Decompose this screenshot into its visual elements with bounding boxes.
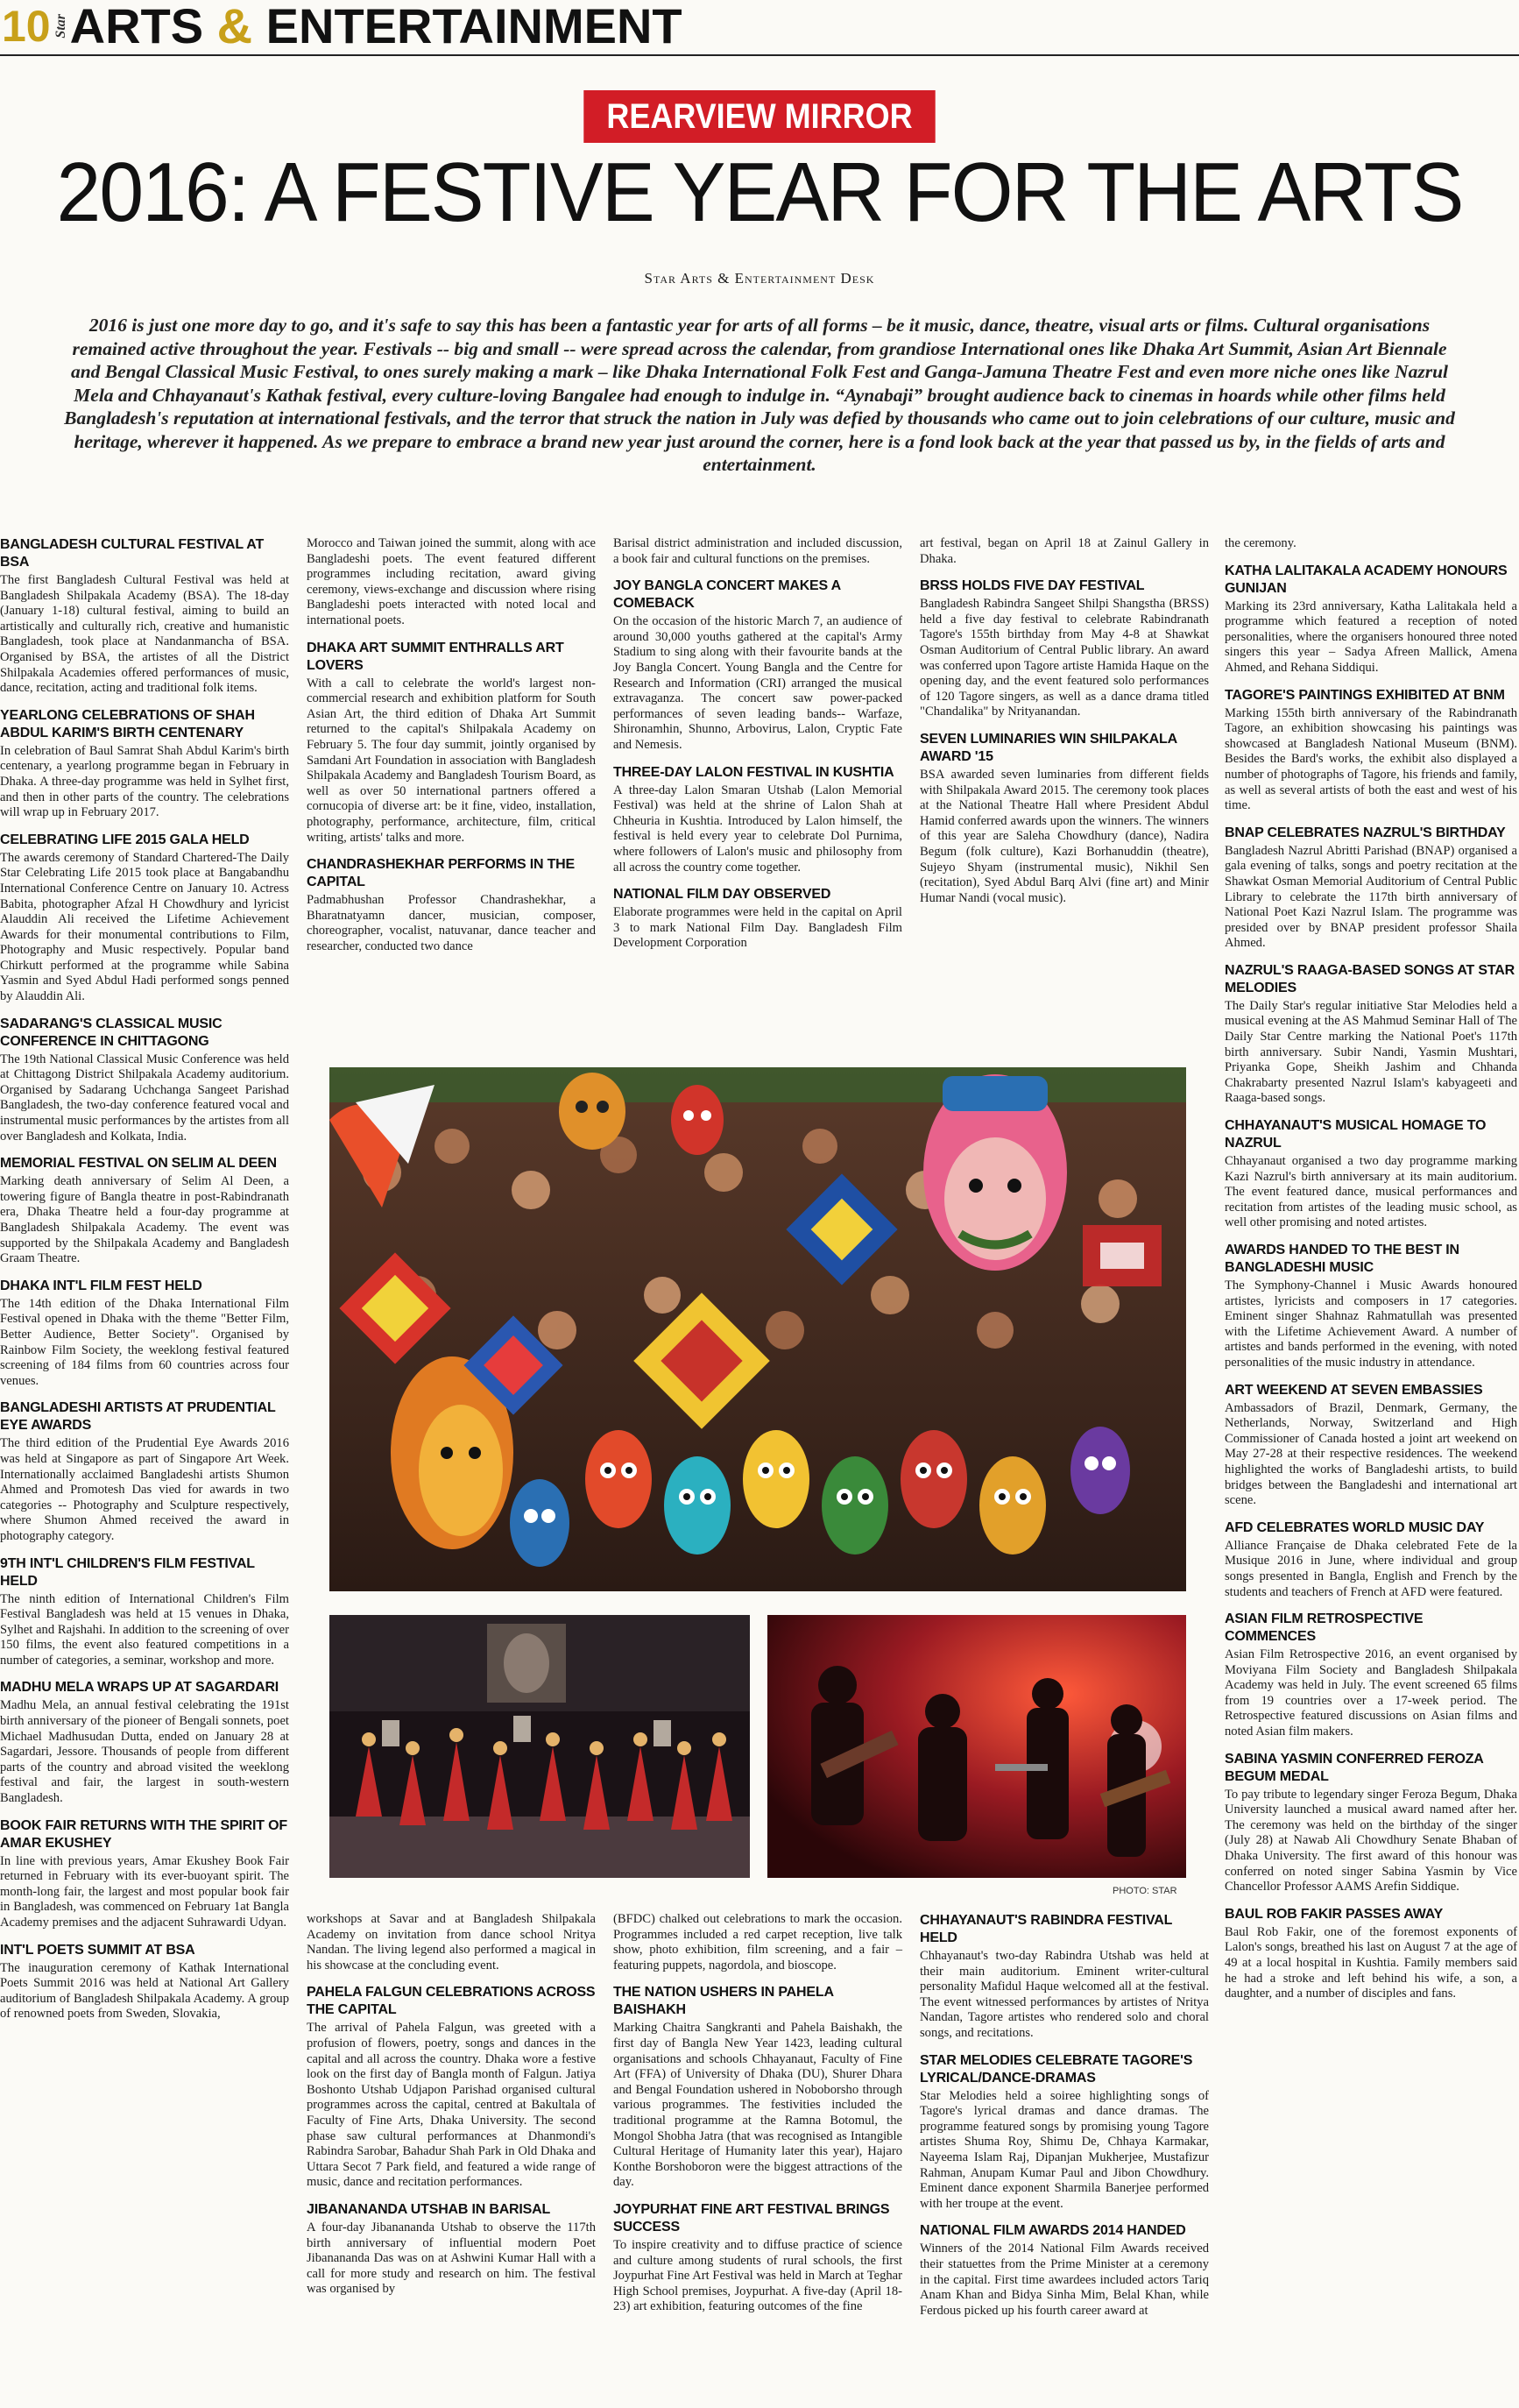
column-1 <box>0 536 289 2033</box>
story-book-fair-returns-with-the-spirit-of-amar-ekushey <box>0 1817 289 1931</box>
continued-text: the ceremony. <box>1225 536 1296 550</box>
story-awards-handed-to-the-best-in-bangladeshi-music <box>1225 1242 1517 1371</box>
column-4-bottom <box>920 1912 1209 2329</box>
story-headline: BAUL ROB FAKIR PASSES AWAY <box>1225 1906 1444 1922</box>
story-body: The awards ceremony of Standard Chartered-The Daily Star Celebrating Life 2015 took place at Bangabandhu International Conference Centre on January 10. Actress Babita, photographer Afzal H Chowdhury and lyricist Alauddin Ali received the Lifetime Achievement Awards for their monumental contributions to Film, Photography and Music respectively. Popular band Chirkutt performed at the programme while Sabina Yasmin and Syed Abdul Hadi performed songs penned by Alauddin Ali. <box>0 850 289 1004</box>
story-jibanananda-utshab-in-barisal <box>307 2201 596 2298</box>
photo-dance-performance <box>329 1615 750 1878</box>
section-title-part1: ARTS <box>69 0 204 53</box>
story-bnap-celebrates-nazrul-s-birthday <box>1225 825 1517 952</box>
story-baul-rob-fakir-passes-away <box>1225 1906 1517 2002</box>
story-headline: THREE-DAY LALON FESTIVAL IN KUSHTIA <box>613 764 894 780</box>
story-headline: PAHELA FALGUN CELEBRATIONS ACROSS THE CAPITAL <box>307 1985 596 2018</box>
story-headline: MEMORIAL FESTIVAL ON SELIM AL DEEN <box>0 1156 277 1172</box>
story-joypurhat-fine-art-festival-brings-success <box>613 2201 902 2315</box>
story-headline: BRSS HOLDS FIVE DAY FESTIVAL <box>920 578 1145 594</box>
story-body: To pay tribute to legendary singer Feroza Begum, Dhaka University launched a musical award named after her. The ceremony was held on the birthday of the singer (July 28) at Nawab Ali Chowdhury Senate Bhaban of Dhaka University. The first award of this honour was conferred on noted singer Sabina Yasmin by Vice Chancellor Professor AAMS Arefin Siddique. <box>1225 1787 1517 1895</box>
story-sabina-yasmin-conferred-feroza-begum-medal <box>1225 1751 1517 1895</box>
continued-text: (BFDC) chalked out celebrations to mark the occasion. Programmes included a red carpet reception, live talk show, photo exhibition, film screening, and a fair – featuring puppets, nagordola, and bioscope. <box>613 1912 902 1972</box>
story-bangladeshi-artists-at-prudential-eye-awards <box>0 1399 289 1544</box>
story-body: Madhu Mela, an annual festival celebrating the 191st birth anniversary of the pioneer of Bengali sonnets, poet Michael Madhusudan Dutta, ended on January 28 at Sagardari, Jessore. Thousands of people from different parts of the country and abroad visited the weeklong festival and fair, the largest in south-western Bangladesh. <box>0 1698 289 1806</box>
story-headline: JOY BANGLA CONCERT MAKES A COMEBACK <box>613 578 841 612</box>
story-body: A four-day Jibanananda Utshab to observe the 117th birth anniversary of influential modern Poet Jibanananda Das was on at Ashwini Kumar Hall with a call for more study and research on him. The festival was organised by <box>307 2220 596 2297</box>
story-body: Bangladesh Rabindra Sangeet Shilpi Shangstha (BRSS) held a five day festival to celebrate Rabindranath Tagore's 155th birthday from May 4-8 at Shawkat Osman Auditorium of Central Public library. An award was conferred upon Tagore artiste Hamida Haque on the opening day, and the event featured solo performances of 120 Tagore singers, as well as a dance drama titled "Chandalika" by Nrityanandan. <box>920 597 1209 719</box>
section-ampersand: & <box>216 0 253 53</box>
masthead-rule <box>0 54 1519 56</box>
story-headline: JOYPURHAT FINE ART FESTIVAL BRINGS SUCCESS <box>613 2201 890 2234</box>
story-headline: DHAKA ART SUMMIT ENTHRALLS ART LOVERS <box>307 640 564 673</box>
story-headline: YEARLONG CELEBRATIONS OF SHAH ABDUL KARIM'S BIRTH CENTENARY <box>0 707 255 740</box>
headline: 2016: A FESTIVE YEAR FOR THE ARTS <box>56 145 1463 239</box>
story-body: Bangladesh Nazrul Abritti Parishad (BNAP) organised a gala evening of talks, songs and poetry recitation at the Shawkat Osman Memorial Auditorium of Central Public Library to celebrate the 117th birth anniversary of National Poet Kazi Nazrul Islam. The programme was presided over by BNAP president professor Shaila Ahmed. <box>1225 843 1517 951</box>
story-body: Marking its 23rd anniversary, Katha Lalitakala held a programme which featured a reception of noted personalities, where the organisers honoured three noted singers this year – Sadya Afreen Mallick, Amena Ahmed, and Rehana Siddiqui. <box>1225 598 1517 675</box>
story-body: The Daily Star's regular initiative Star Melodies held a musical evening at the AS Mahmud Seminar Hall of The Daily Star Centre marking the National Poet's 117th birth anniversary. Subir Nandi, Yasmin Mushtari, Priyanka Gope, Sheikh Jashim and Chhanda Chakrabarty presented Nazrul Islam's kabyageeti and Raaga-based songs. <box>1225 998 1517 1106</box>
story-headline: BANGLADESH CULTURAL FESTIVAL AT BSA <box>0 537 265 570</box>
story-headline: BANGLADESHI ARTISTS AT PRUDENTIAL EYE AWARDS <box>0 1400 276 1434</box>
story-headline: SADARANG'S CLASSICAL MUSIC CONFERENCE IN CHITTAGONG <box>0 1016 223 1049</box>
page-number: 10 <box>2 2 51 51</box>
story-seven-luminaries-win-shilpakala-award-15 <box>920 731 1209 906</box>
story-celebrating-life-2015-gala-held <box>0 832 289 1005</box>
byline: Star Arts & Entertainment Desk <box>644 270 875 287</box>
story-headline: AFD CELEBRATES WORLD MUSIC DAY <box>1225 1519 1485 1535</box>
story-body: Marking death anniversary of Selim Al Deen, a towering figure of Bangla theatre in post-Rabindranath era, Dhaka Theatre held a four-day programme at Bangladesh Shilpakala Academy. The event was supported by the Shilpakala Academy and Bangladesh Graam Theatre. <box>0 1174 289 1266</box>
story-brss-holds-five-day-festival <box>920 577 1209 720</box>
story-headline: NATIONAL FILM DAY OBSERVED <box>613 887 831 903</box>
story-body: Ambassadors of Brazil, Denmark, Germany, the Netherlands, Norway, Switzerland and High Commissioner of Canada hosted a joint art weekend on May 27-28 at their respective residences. The weekend highlighted the works of Bangladeshi artists, to build bridges between the Bangladeshi and international art scene. <box>1225 1400 1517 1508</box>
story-headline: CELEBRATING LIFE 2015 GALA HELD <box>0 832 250 847</box>
story-headline: CHHAYANAUT'S RABINDRA FESTIVAL HELD <box>920 1913 1172 1945</box>
continued-text: Barisal district administration and included discussion, a book fair and cultural functions on the premises. <box>613 536 902 566</box>
story-body: The 14th edition of the Dhaka International Film Festival opened in Dhaka with the theme "Better Film, Better Audience, Better Society". Organised by Rainbow Film Society, the weeklong festival featured screening of 184 films from 60 countries across four venues. <box>0 1296 289 1388</box>
column-3-top <box>613 536 902 962</box>
story-9th-int-l-children-s-film-festival-held <box>0 1555 289 1669</box>
photo-band-concert <box>767 1615 1186 1878</box>
story-nazrul-s-raaga-based-songs-at-star-melodies <box>1225 962 1517 1107</box>
story-body: The ninth edition of International Children's Film Festival Bangladesh was held at 15 venues in Dhaka, Sylhet and Rajshahi. In addition to the screening of over 150 films, the event also featured competitions in a number of categories, a seminar, workshop and more. <box>0 1591 289 1668</box>
intro-paragraph: 2016 is just one more day to go, and it's safe to say this has been a fantastic year for arts of all forms – be it music, dance, theatre, visual arts or films. Cultural organisations remained active throughout the year. Festivals -- big and small -- were spread across the calendar, from grandiose International ones like Dhaka Art Summit, Asian Art Biennale and Bengal Classical Music Festival, to ones surely making a mark – like Dhaka International Folk Fest and Ganga-Jamuna Theatre Fest and even more niche ones like Nazrul Mela and Chhayanaut's Kathak festival, every culture-loving Bangalee had enough to indulge in. “Aynabaji” brought audience back to cinemas in hoards while other films held Bangladesh's reputation at international festivals, and the terror that struck the nation in July was defied by thousands who came out to join celebrations of our culture, music and heritage, wherever it happened. As we prepare to embrace a brand new year just around the corner, here is a fond look back at the year that passed us by, in the fields of arts and entertainment. <box>64 315 1455 475</box>
story-body: Elaborate programmes were held in the capital on April 3 to mark National Film Day. Bangladesh Film Development Corporation <box>613 905 902 951</box>
story-yearlong-celebrations-of-shah-abdul-karim-s-birth-centenary <box>0 707 289 821</box>
story-headline: CHANDRASHEKHAR PERFORMS IN THE CAPITAL <box>307 857 576 890</box>
story-body: The first Bangladesh Cultural Festival was held at Bangladesh Shilpakala Academy (BSA). The 18-day (January 1-18) cultural festival, aiming to build an artistically and culturally rich, creative and humanistic Bangladesh, took place at Nandanmancha of BSA. Organised by BSA, the artistes of all the District Shilpakala Academies offered performances of music, dance, recitation, acting and traditional folk items. <box>0 573 289 696</box>
story-body: To inspire creativity and to diffuse practice of science and culture among students of rural schools, the first Joypurhat Fine Art Festival was held in March at Teghar High School premises, Joypurhat. A five-day (April 18-23) art exhibition, featuring outcomes of the fine <box>613 2237 902 2314</box>
story-body: Alliance Française de Dhaka celebrated Fete de la Musique 2016 in June, where individual and group songs presented in Bangla, English and French by the students and teachers of French at AFD were featured. <box>1225 1538 1517 1599</box>
story-body: The inauguration ceremony of Kathak International Poets Summit 2016 was held at National Art Gallery auditorium of Bangladesh Shilpakala Academy. A group of renowned poets from Sweden, Slovakia, <box>0 1960 289 2022</box>
story-body: Marking Chaitra Sangkranti and Pahela Baishakh, the first day of Bangla New Year 1423, leading cultural organisations and schools Chhayanaut, Faculty of Fine Art (FFA) of University of Dhaka (DU), Shurer Dhara and Bengal Foundation ushered in Noboborsho through various programmes. The festivities included the traditional programme at the Ramna Botomul, the Mongol Shobha Jatra (that was recognised as Intangible Cultural Heritage of Humanity later this year), Hajaro Konthe Borshoboron were the biggest attractions of the day. <box>613 2021 902 2190</box>
story-afd-celebrates-world-music-day <box>1225 1519 1517 1600</box>
story-chandrashekhar-performs-in-the-capital <box>307 856 596 954</box>
story-national-film-day-observed <box>613 886 902 952</box>
story-three-day-lalon-festival-in-kushtia <box>613 764 902 876</box>
story-headline: SABINA YASMIN CONFERRED FEROZA BEGUM MEDAL <box>1225 1751 1484 1784</box>
story-body: Asian Film Retrospective 2016, an event organised by Moviyana Film Society and Bangladesh Shilpakala Academy was held in July. The event screened 65 films from 19 countries over a 17-week period. The Retrospective featured discussions on Asian films and noted Asian film makers. <box>1225 1647 1517 1739</box>
story-star-melodies-celebrate-tagore-s-lyrical-dance-dramas <box>920 2052 1209 2213</box>
story-headline: AWARDS HANDED TO THE BEST IN BANGLADESHI MUSIC <box>1225 1243 1459 1275</box>
story-the-nation-ushers-in-pahela-baishakh <box>613 1984 902 2191</box>
section-title-part2: ENTERTAINMENT <box>265 0 682 53</box>
story-headline: INT'L POETS SUMMIT AT BSA <box>0 1942 195 1958</box>
story-headline: SEVEN LUMINARIES WIN SHILPAKALA AWARD '15 <box>920 731 1177 764</box>
story-madhu-mela-wraps-up-at-sagardari <box>0 1679 289 1806</box>
story-headline: TAGORE'S PAINTINGS EXHIBITED AT BNM <box>1225 687 1505 703</box>
story-headline: THE NATION USHERS IN PAHELA BAISHAKH <box>613 1985 834 2018</box>
story-chhayanaut-s-rabindra-festival-held <box>920 1912 1209 2042</box>
story-joy-bangla-concert-makes-a-comeback <box>613 577 902 753</box>
story-body: BSA awarded seven luminaries from different fields with Shilpakala Award 2015. The ceremony took places at the National Theatre Hall where President Abdul Hamid conferred awards upon the winners. The winners of this year are Saleha Chowdhury (dance), Nadira Begum (folk culture), Kazi Borhanuddin (theatre), Sujeyo Shyam (instrumental music), Nikhil Sen (recitation), Syed Abdul Barq Alvi (fine art) and Minir Humar Nandi (vocal music). <box>920 767 1209 905</box>
story-headline: ART WEEKEND AT SEVEN EMBASSIES <box>1225 1382 1483 1398</box>
story-headline: DHAKA INT'L FILM FEST HELD <box>0 1278 202 1293</box>
story-int-l-poets-summit-at-bsa <box>0 1942 289 2022</box>
photo-credit: PHOTO: STAR <box>1113 1886 1177 1896</box>
story-body: On the occasion of the historic March 7, an audience of around 30,000 youths gathered at the capital's Army Stadium to sing along with their favourite bands at the Joy Bangla Concert. Young Bangla and the Centre for Research and Information (CRI) arranged the musical extravaganza. The concert saw power-packed performances of seven leading bands-- Warfaze, Shironamhin, Shunno, Arbovirus, Lalon, Cryptic Fate and Nemesis. <box>613 614 902 752</box>
story-pahela-falgun-celebrations-across-the-capital <box>307 1984 596 2191</box>
story-memorial-festival-on-selim-al-deen <box>0 1155 289 1267</box>
story-body: Padmabhushan Professor Chandrashekhar, a Bharatnatyamn dancer, musician, composer, choreographer, vocalist, natuvanar, dance teacher and researcher, conducted two dance <box>307 893 596 953</box>
story-asian-film-retrospective-commences <box>1225 1611 1517 1740</box>
column-5 <box>1225 536 1517 2013</box>
story-headline: MADHU MELA WRAPS UP AT SAGARDARI <box>0 1680 279 1696</box>
column-4-top <box>920 536 1209 917</box>
story-body: In line with previous years, Amar Ekushey Book Fair returned in February with its ever-buoyant spirit. The month-long fair, the largest and most popular book fair in Bangladesh, was commenced on February 1at Bangla Academy premises and the adjacent Suhrawardi Udyan. <box>0 1853 289 1930</box>
main-photo-masks <box>329 1067 1186 1591</box>
story-art-weekend-at-seven-embassies <box>1225 1382 1517 1509</box>
story-dhaka-art-summit-enthralls-art-lovers <box>307 640 596 846</box>
story-sadarang-s-classical-music-conference-in-chittagong <box>0 1016 289 1145</box>
continued-text: art festival, began on April 18 at Zainul Gallery in Dhaka. <box>920 536 1209 566</box>
story-chhayanaut-s-musical-homage-to-nazrul <box>1225 1117 1517 1231</box>
story-headline: NAZRUL'S RAAGA-BASED SONGS AT STAR MELODIES <box>1225 962 1515 995</box>
story-body: The arrival of Pahela Falgun, was greeted with a profusion of flowers, poetry, songs and dances in the capital and all across the country. Dhaka wore a festive look on the first day of Bangla month of Falgun. Jatiya Boshonto Utshab Udjapon Parishad organised cultural programmes across the capital, centred at Bakultala of Faculty of Fine Arts, Dhaka University. The second phase saw cultural performances at Dhanmondi's Rabindra Sarobar, Bahadur Shah Park in Old Dhaka and Uttara Secot 7 Park field, and featured a wide range of music, dance and recitation performances. <box>307 2021 596 2190</box>
story-body: The third edition of the Prudential Eye Awards 2016 was held at Singapore as part of Singapore Art Week. Internationally acclaimed Bangladeshi artists Shumon Ahmed and Promotesh Das vied for awards in two categories -- Photography and Sculpture respectively, where Shumon Ahmed received the award in photography category. <box>0 1436 289 1543</box>
story-headline: JIBANANANDA UTSHAB IN BARISAL <box>307 2201 551 2217</box>
story-headline: BNAP CELEBRATES NAZRUL'S BIRTHDAY <box>1225 825 1506 840</box>
continued-text: Morocco and Taiwan joined the summit, along with ace Bangladeshi poets. The event featured different programmes including recitation, award giving ceremony, views-exchange and discussion where rising Bangladeshi poets interacted with noted local and international poets. <box>307 536 596 627</box>
story-body: In celebration of Baul Samrat Shah Abdul Karim's birth centenary, a yearlong programme began in February in Dhaka. A three-day programme was held in Sylhet first, and then in other parts of the country. The celebrations will wrap up in February 2017. <box>0 743 289 820</box>
story-headline: NATIONAL FILM AWARDS 2014 HANDED <box>920 2223 1186 2239</box>
story-body: A three-day Lalon Smaran Utshab (Lalon Memorial Festival) was held at the shrine of Lalon Shah at Chheuria in Kushtia. Introduced by Lalon himself, the festival is held every year to celebrate Dol Purnima, where followers of Lalon's music and philosophy from all across the country come together. <box>613 783 902 875</box>
story-bangladesh-cultural-festival-at-bsa <box>0 536 289 697</box>
story-katha-lalitakala-academy-honours-gunijan <box>1225 563 1517 676</box>
masthead <box>0 0 1519 53</box>
story-headline: BOOK FAIR RETURNS WITH THE SPIRIT OF AMAR EKUSHEY <box>0 1817 287 1851</box>
story-dhaka-int-l-film-fest-held <box>0 1278 289 1390</box>
column-2-bottom <box>307 1912 596 2308</box>
story-body: Chhayanaut's two-day Rabindra Utshab was held at their main auditorium. Eminent writer-cultural personality Mafidul Haque welcomed all at the festival. The event witnessed performances by artistes of Nritya Nandan, Tagore artistes who rendered solo and choral songs, and recitations. <box>920 1949 1209 2040</box>
story-body: Baul Rob Fakir, one of the foremost exponents of Lalon's songs, breathed his last on August 7 at the age of 49 at a local hospital in Kushtia. Family members said he had a stroke and left behind his wife, a son, a daughter, and a number of disciples and fans. <box>1225 1924 1517 2001</box>
story-headline: STAR MELODIES CELEBRATE TAGORE'S LYRICAL/DANCE-DRAMAS <box>920 2052 1193 2086</box>
story-headline: ASIAN FILM RETROSPECTIVE COMMENCES <box>1225 1611 1424 1645</box>
column-3-bottom <box>613 1912 902 2326</box>
story-body: Winners of the 2014 National Film Awards received their statuettes from the Prime Minister at a ceremony in the capital. First time awardees included actors Tariq Anam Khan and Bidya Sinha Mim, Belal Khan, while Ferdous picked up his fourth career award at <box>920 2242 1209 2318</box>
story-headline: CHHAYANAUT'S MUSICAL HOMAGE TO NAZRUL <box>1225 1118 1487 1151</box>
story-body: Chhayanaut organised a two day programme marking Kazi Nazrul's birth anniversary at its main auditorium. The event featured dance, musical performances and recitation from artistes of the leading music school, as well other promising and noted artistes. <box>1225 1154 1517 1230</box>
story-tagore-s-paintings-exhibited-at-bnm <box>1225 687 1517 814</box>
story-headline: 9TH INT'L CHILDREN'S FILM FESTIVAL HELD <box>0 1555 255 1589</box>
column-2-top <box>307 536 596 965</box>
story-body: Marking 155th birth anniversary of the Rabindranath Tagore, an exhibition showcasing his paintings was showcased at Bangladesh National Museum (BNM). Besides the Bard's works, the exhibit also displayed a number of photographs of Tagore, his friends and family, as well as several artists of both the east and west of his time. <box>1225 705 1517 813</box>
story-headline: KATHA LALITAKALA ACADEMY HONOURS GUNIJAN <box>1225 563 1508 596</box>
kicker-label: REARVIEW MIRROR <box>583 90 935 143</box>
star-logo: Star <box>53 14 68 39</box>
story-national-film-awards-2014-handed <box>920 2222 1209 2319</box>
story-body: With a call to celebrate the world's largest non-commercial research and exhibition platform for South Asian Art, the third edition of Dhaka Art Summit returned to the capital's Shilpakala Academy on February 5. The four day summit, jointly organised by Samdani Art Foundation in association with Bangladesh Shilpakala Academy and Bangladesh Tourism Board, as well as over 50 international partners offered a cornucopia of diverse art: be it fine, video, installation, photography, performance, architecture, film, critical writing, artists' talks and more. <box>307 676 596 845</box>
continued-text: workshops at Savar and at Bangladesh Shilpakala Academy on invitation from dance school Nritya Nandan. The living legend also performed a magical in his showcase at the concluding event. <box>307 1912 596 1972</box>
story-body: Star Melodies held a soiree highlighting songs of Tagore's lyrical dramas and dance dramas. The programme featured songs by promising young Tagore artistes Shuma Roy, Shimu De, Chhaya Karmakar, Nayeema Islam Raj, Dipanjan Mukherjee, Mustafizur Rahman, Anupam Kumar Paul and Jibon Chowdhury. Eminent dance exponent Sharmila Banerjee performed with her troupe at the event. <box>920 2088 1209 2211</box>
story-body: The Symphony-Channel i Music Awards honoured artistes, lyricists and composers in 17 categories. Eminent singer Shahnaz Rahmatullah was presented with the Lifetime Achievement Award. A number of artistes and bands performed in the evening, with noted personalities of the music industry in attendance. <box>1225 1278 1517 1370</box>
section-title <box>70 2 682 51</box>
story-body: The 19th National Classical Music Conference was held at Chittagong District Shilpakala Academy auditorium. Organised by Sadarang Uchchanga Sangeet Parishad Bangladesh, the two-day conference featured vocal and instrumental music performances by the artistes from all over Bangladesh and Kolkata, India. <box>0 1052 289 1144</box>
